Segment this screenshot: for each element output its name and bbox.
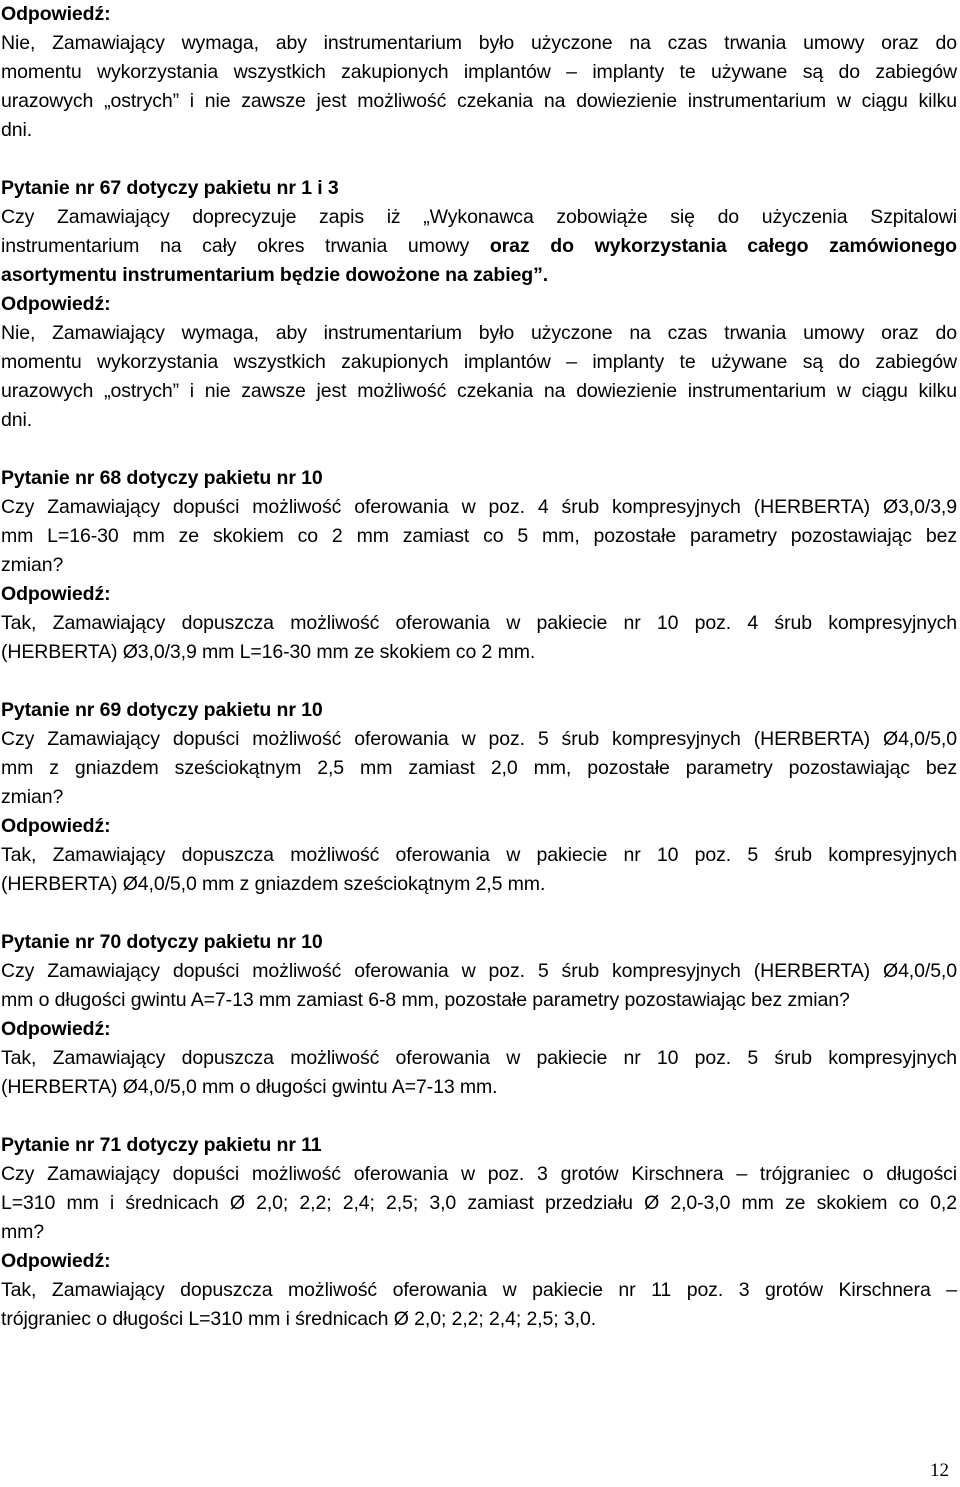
page-number: 12 [930,1460,949,1481]
question-text-normal: instrumentarium na cały okres trwania umowy [1,235,490,257]
question-text-line: zmian? [1,554,64,576]
spacer [1,1102,957,1131]
question-block-68 [1,464,957,667]
question-title: Pytanie nr 69 dotyczy pakietu nr 10 [1,699,323,721]
answer-text-line: (HERBERTA) Ø4,0/5,0 mm z gniazdem sześciokątnym 2,5 mm. [1,873,546,895]
question-block-69 [1,696,957,899]
question-text-line: Czy Zamawiający dopuści możliwość oferowania w poz. 4 śrub kompresyjnych (HERBERTA) Ø3,0/3,9 [1,496,957,518]
question-block-70 [1,928,957,1102]
question-block-71 [1,1131,957,1334]
answer-text-line: Tak, Zamawiający dopuszcza możliwość oferowania w pakiecie nr 10 poz. 5 śrub kompresyjnych [1,1047,957,1069]
answer-text-line: Nie, Zamawiający wymaga, aby instrumentarium było użyczone na czas trwania umowy oraz do [1,322,957,344]
question-text-line: mm? [1,1221,45,1243]
question-text-bold: oraz do wykorzystania całego zamówionego [489,235,957,257]
spacer [1,145,957,174]
answer-text-line: Tak, Zamawiający dopuszcza możliwość oferowania w pakiecie nr 11 poz. 3 grotów Kirschnera – [1,1279,957,1301]
question-text-bold-line: asortymentu instrumentarium będzie dowożone na zabieg”. [1,264,549,286]
question-title: Pytanie nr 68 dotyczy pakietu nr 10 [1,467,323,489]
question-block-67 [1,174,957,435]
answer-text-line: Tak, Zamawiający dopuszcza możliwość oferowania w pakiecie nr 10 poz. 5 śrub kompresyjnych [1,844,957,866]
question-text-line: zmian? [1,786,64,808]
question-text-line: Czy Zamawiający dopuści możliwość oferowania w poz. 5 śrub kompresyjnych (HERBERTA) Ø4,0/5,0 [1,960,957,982]
spacer [1,435,957,464]
question-title: Pytanie nr 67 dotyczy pakietu nr 1 i 3 [1,177,339,199]
spacer [1,667,957,696]
question-title: Pytanie nr 70 dotyczy pakietu nr 10 [1,931,323,953]
answer-text-line: Nie, Zamawiający wymaga, aby instrumentarium było użyczone na czas trwania umowy oraz do [1,32,957,54]
question-text-line [1,232,957,261]
answer-text-line: trójgraniec o długości L=310 mm i średnicach Ø 2,0; 2,2; 2,4; 2,5; 3,0. [1,1308,597,1330]
answer-text-line: (HERBERTA) Ø3,0/3,9 mm L=16-30 mm ze skokiem co 2 mm. [1,641,536,663]
answer-block-continuation [1,0,957,145]
answer-text-line: dni. [1,409,33,431]
answer-label: Odpowiedź: [1,815,111,837]
question-text-line: mm z gniazdem sześciokątnym 2,5 mm zamiast 2,0 mm, pozostałe parametry pozostawiając bez [1,757,957,779]
question-title: Pytanie nr 71 dotyczy pakietu nr 11 [1,1134,322,1156]
answer-label: Odpowiedź: [1,1018,111,1040]
answer-text-line: urazowych „ostrych” i nie zawsze jest możliwość czekania na dowiezienie instrumentarium w ciągu kilku [1,90,957,112]
answer-label: Odpowiedź: [1,293,111,315]
question-text-line: Czy Zamawiający doprecyzuje zapis iż „Wykonawca zobowiąże się do użyczenia Szpitalowi [1,206,957,228]
answer-text-line: momentu wykorzystania wszystkich zakupionych implantów – implanty te używane są do zabiegów [1,351,957,373]
answer-text-line: dni. [1,119,33,141]
answer-text-line: Tak, Zamawiający dopuszcza możliwość oferowania w pakiecie nr 10 poz. 4 śrub kompresyjnych [1,612,957,634]
spacer [1,899,957,928]
answer-text-line: urazowych „ostrych” i nie zawsze jest możliwość czekania na dowiezienie instrumentarium w ciągu kilku [1,380,957,402]
answer-label: Odpowiedź: [1,1250,111,1272]
answer-label: Odpowiedź: [1,583,111,605]
answer-text-line: momentu wykorzystania wszystkich zakupionych implantów – implanty te używane są do zabiegów [1,61,957,83]
question-text-line: Czy Zamawiający dopuści możliwość oferowania w poz. 3 grotów Kirschnera – trójgraniec o długości [1,1163,957,1185]
answer-label: Odpowiedź: [1,3,111,25]
answer-text-line: (HERBERTA) Ø4,0/5,0 mm o długości gwintu A=7-13 mm. [1,1076,498,1098]
question-text-line: L=310 mm i średnicach Ø 2,0; 2,2; 2,4; 2,5; 3,0 zamiast przedziału Ø 2,0-3,0 mm ze skokiem co 0,2 [1,1192,957,1214]
question-text-line: mm L=16-30 mm ze skokiem co 2 mm zamiast co 5 mm, pozostałe parametry pozostawiając bez [1,525,957,547]
question-text-line: mm o długości gwintu A=7-13 mm zamiast 6-8 mm, pozostałe parametry pozostawiając bez zmian? [1,989,850,1011]
question-text-line: Czy Zamawiający dopuści możliwość oferowania w poz. 5 śrub kompresyjnych (HERBERTA) Ø4,0/5,0 [1,728,957,750]
